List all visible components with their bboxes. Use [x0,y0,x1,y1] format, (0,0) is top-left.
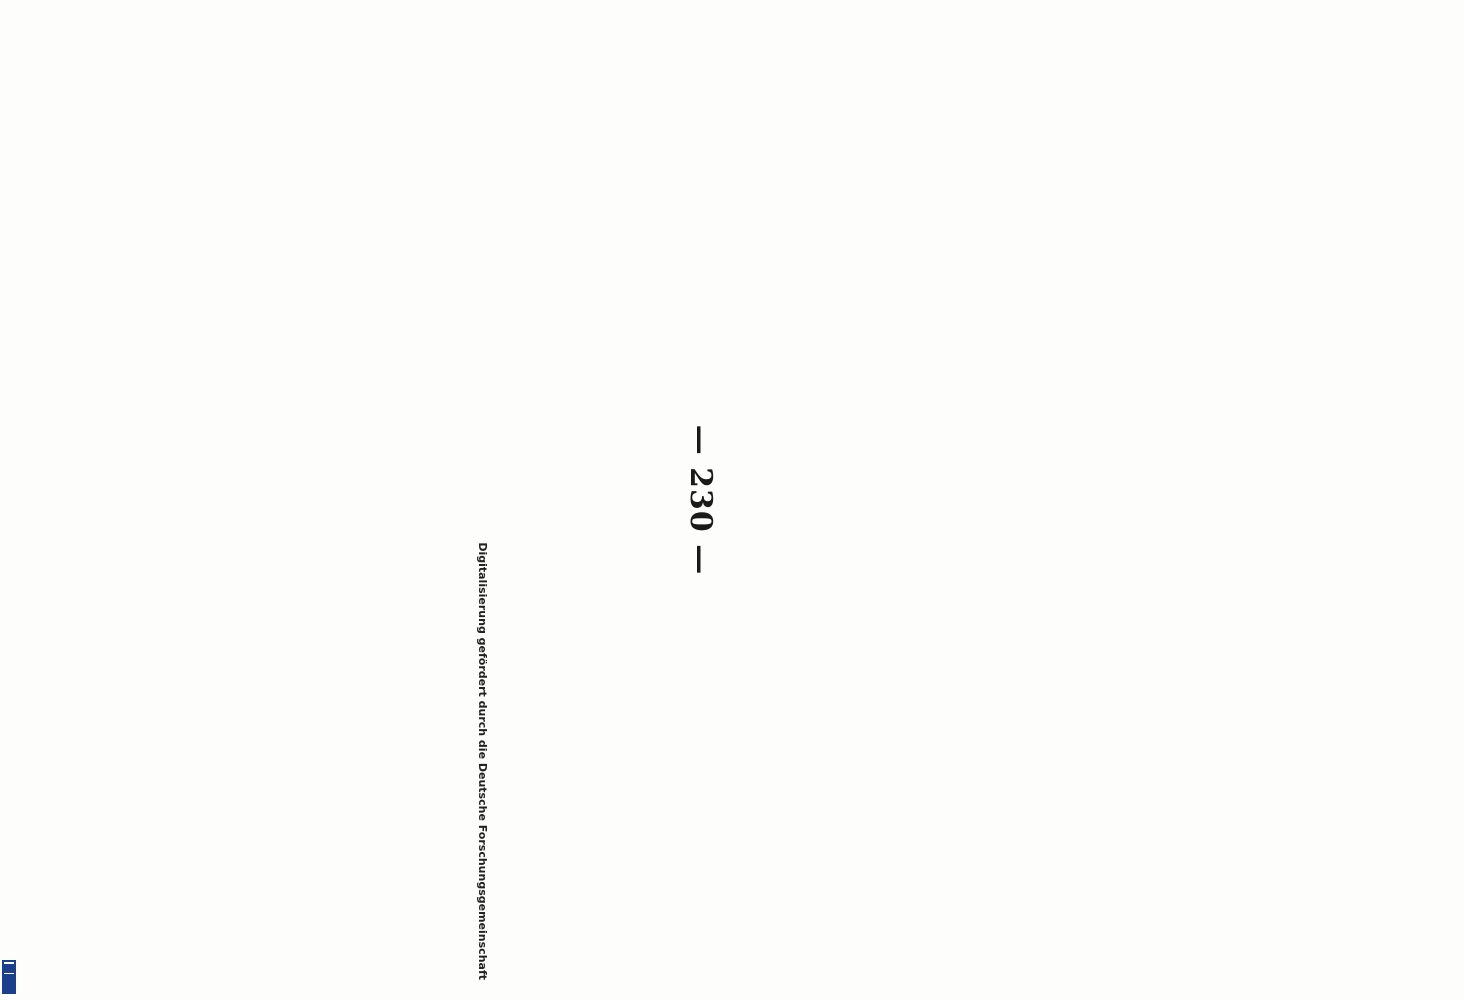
digitization-credit: Digitalisierung gefördert durch die Deutsche Forschungsgemeinschaft [476,542,489,980]
dfg-logo-icon [2,960,16,994]
page-number: — 230 — [683,424,718,576]
